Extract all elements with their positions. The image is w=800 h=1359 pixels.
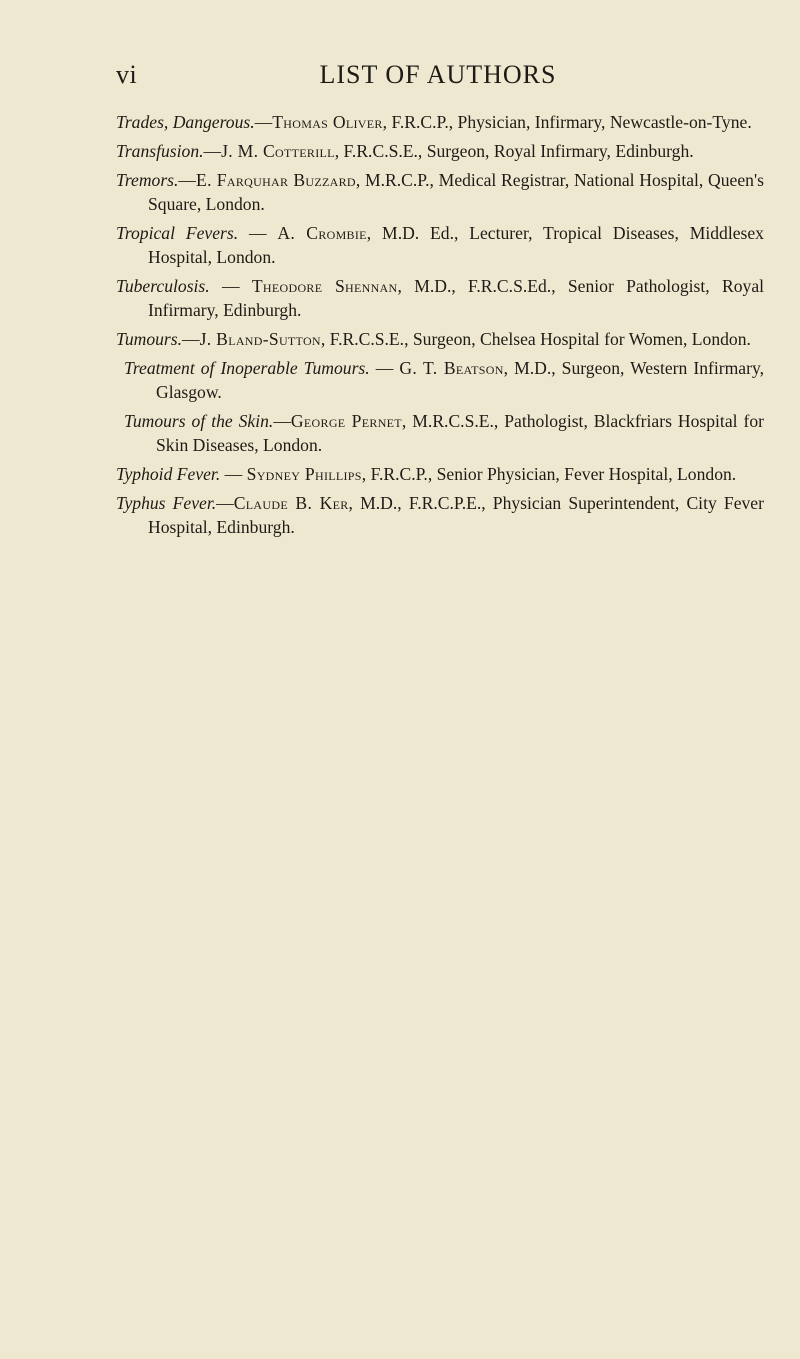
author-entry-inoperable-tumours xyxy=(124,356,764,404)
entry-topic: Tuberculosis. xyxy=(116,276,210,296)
entry-author: A. Crombie xyxy=(277,223,367,243)
entry-separator: — xyxy=(369,358,400,378)
entry-separator: — xyxy=(216,493,234,513)
entry-separator: — xyxy=(209,276,252,296)
page-title: LIST OF AUTHORS xyxy=(319,60,557,89)
entry-topic: Tremors. xyxy=(116,170,179,190)
entry-details: , M.D., F.R.C.P.E., Physician Superintendent, City Fever Hospital, Edinburgh. xyxy=(148,493,764,537)
entry-author: Thomas Oliver xyxy=(272,112,383,132)
author-entry-skin-tumours xyxy=(124,409,764,457)
entry-details: , F.R.C.S.E., Surgeon, Chelsea Hospital for Women, London. xyxy=(320,329,751,349)
entry-topic: Tumours. xyxy=(116,329,183,349)
author-entry-typhoid-fever xyxy=(116,462,764,486)
entry-topic: Typhus Fever. xyxy=(116,493,217,513)
entry-separator: — xyxy=(254,112,273,132)
entry-topic: Tropical Fevers. xyxy=(116,223,239,243)
entry-author: George Pernet xyxy=(290,411,402,431)
entry-separator: — xyxy=(220,464,247,484)
author-entry-tremors xyxy=(116,168,764,216)
author-entry-tumours xyxy=(116,327,764,351)
entry-separator: — xyxy=(273,411,291,431)
entry-separator: — xyxy=(238,223,278,243)
author-entry-tropical-fevers xyxy=(116,221,764,269)
author-entry-transfusion xyxy=(116,139,764,163)
entry-details: , F.R.C.P., Physician, Infirmary, Newcastle-on-Tyne. xyxy=(382,112,752,132)
entry-details: , M.R.C.P., Medical Registrar, National Hospital, Queen's Square, London. xyxy=(148,170,764,214)
entry-separator: — xyxy=(203,141,222,161)
entry-details: , F.R.C.S.E., Surgeon, Royal Infirmary, Edinburgh. xyxy=(334,141,694,161)
running-head xyxy=(116,60,760,100)
entry-topic: Trades, Dangerous. xyxy=(116,112,255,132)
entry-author: Sydney Phillips xyxy=(246,464,362,484)
author-list xyxy=(116,110,764,544)
entry-separator: — xyxy=(178,170,197,190)
entry-author: J. M. Cotterill xyxy=(221,141,335,161)
entry-author: Theodore Shennan xyxy=(251,276,398,296)
page-number: vi xyxy=(116,60,138,89)
author-entry-tuberculosis xyxy=(116,274,764,322)
entry-topic: Tumours of the Skin. xyxy=(124,411,274,431)
entry-author: Claude B. Ker xyxy=(233,493,349,513)
entry-author: J. Bland-Sutton xyxy=(199,329,321,349)
entry-separator: — xyxy=(182,329,200,349)
author-entry-trades xyxy=(116,110,764,134)
entry-details: , F.R.C.P., Senior Physician, Fever Hospital, London. xyxy=(361,464,737,484)
entry-details: , M.R.C.S.E., Pathologist, Blackfriars Hospital for Skin Diseases, London. xyxy=(156,411,764,455)
entry-author: E. Farquhar Buzzard xyxy=(196,170,356,190)
entry-details: , M.D. Ed., Lecturer, Tropical Diseases, Middlesex Hospital, London. xyxy=(148,223,764,267)
entry-details: , M.D., F.R.C.S.Ed., Senior Pathologist, Royal Infirmary, Edinburgh. xyxy=(148,276,765,320)
entry-details: , M.D., Surgeon, Western Infirmary, Glasgow. xyxy=(156,358,765,402)
entry-topic: Transfusion. xyxy=(116,141,204,161)
entry-author: G. T. Beatson xyxy=(399,358,504,378)
author-entry-typhus-fever xyxy=(116,491,764,539)
entry-topic: Typhoid Fever. xyxy=(116,464,221,484)
entry-topic: Treatment of Inoperable Tumours. xyxy=(124,358,370,378)
